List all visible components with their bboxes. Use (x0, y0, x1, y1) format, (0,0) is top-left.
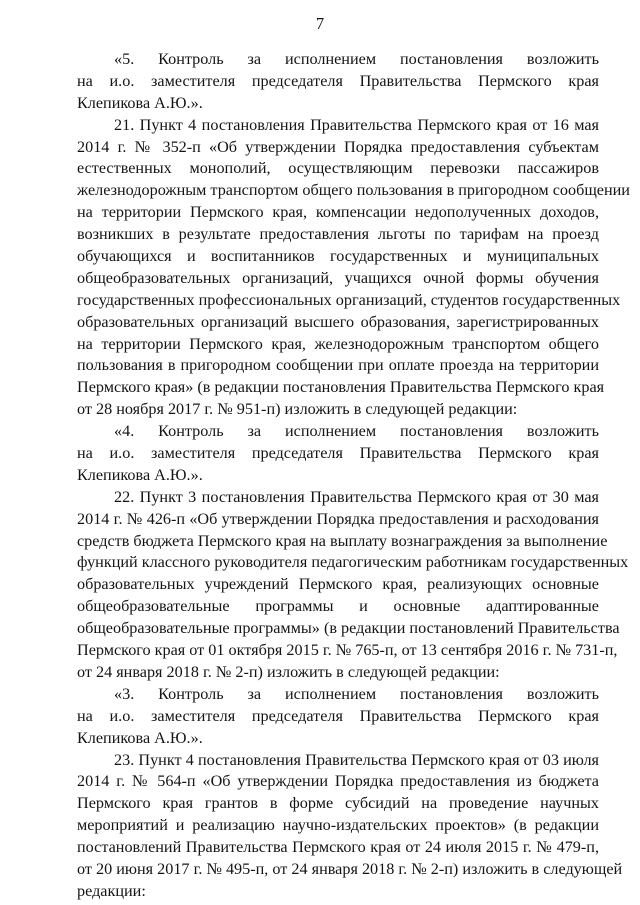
text-line: Пермского края» (в редакции постановления Правительства Пермского края (77, 378, 605, 397)
text-line: «4. Контроль за исполнением постановления возложить (114, 422, 599, 441)
text-line: пользования в пригородном сообщении при оплате проезда на территории (77, 356, 599, 375)
text-line: мероприятий и реализацию научно-издательских проектов» (в редакции (77, 816, 599, 835)
paragraph (77, 684, 599, 750)
text-line: общеобразовательных организаций, учащихся очной формы обучения (77, 268, 599, 287)
document-body (77, 49, 630, 903)
text-line: «5. Контроль за исполнением постановления возложить (114, 50, 599, 68)
text-line: 21. Пункт 4 постановления Правительства Пермского края от 16 мая (114, 115, 599, 134)
text-line: на и.о. заместителя председателя Правительства Пермского края (77, 444, 599, 463)
text-line: Клепикова А.Ю.». (77, 728, 203, 747)
text-line: от 28 ноября 2017 г. № 951-п) изложить в следующей редакции: (77, 400, 518, 419)
text-line: Пермского края от 01 октября 2015 г. № 765-п, от 13 сентября 2016 г. № 731-п, (77, 641, 618, 660)
text-line: средств бюджета Пермского края на выплату вознаграждения за выполнение (77, 531, 608, 550)
text-line: естественных монополий, осуществляющим перевозки пассажиров (77, 159, 599, 178)
text-line: на территории Пермского края, железнодорожным транспортом общего (77, 334, 599, 353)
paragraph (77, 115, 630, 421)
text-line: от 20 июня 2017 г. № 495-п, от 24 января 2018 г. № 2-п) изложить в следующей (77, 859, 623, 878)
text-line: функций классного руководителя педагогическим работникам государственных (77, 553, 629, 572)
text-line: Клепикова А.Ю.». (77, 93, 203, 112)
text-line: 2014 г. № 426-п «Об утверждении Порядка предоставления и расходования (77, 509, 599, 528)
text-line: постановлений Правительства Пермского края от 24 июля 2015 г. № 479-п, (77, 838, 599, 857)
paragraph (77, 487, 629, 684)
text-line: редакции: (77, 881, 146, 900)
text-line: общеобразовательные программы» (в редакции постановлений Правительства (77, 619, 620, 638)
text-line: 2014 г. № 352-п «Об утверждении Порядка предоставления субъектам (77, 137, 599, 156)
paragraph (77, 49, 599, 115)
text-line: общеобразовательные программы и основные адаптированные (77, 597, 599, 616)
text-line: Клепикова А.Ю.». (77, 465, 203, 484)
text-line: образовательных учреждений Пермского края, реализующих основные (77, 575, 599, 594)
text-line: на и.о. заместителя председателя Правительства Пермского края (77, 71, 599, 90)
text-line: 2014 г. № 564-п «Об утверждении Порядка предоставления из бюджета (77, 772, 599, 791)
paragraph (77, 750, 623, 903)
text-line: «3. Контроль за исполнением постановления возложить (114, 684, 599, 703)
text-line: от 24 января 2018 г. № 2-п) изложить в следующей редакции: (77, 662, 500, 681)
text-line: Пермского края грантов в форме субсидий на проведение научных (77, 794, 599, 813)
text-line: возникших в результате предоставления льготы по тарифам на проезд (77, 225, 599, 244)
text-line: на территории Пермского края, компенсации недополученных доходов, (77, 203, 599, 222)
page-number: 7 (315, 14, 325, 33)
text-line: государственных профессиональных организаций, студентов государственных (77, 290, 621, 309)
text-line: обучающихся и воспитанников государственных и муниципальных (77, 247, 599, 266)
text-line: 23. Пункт 4 постановления Правительства Пермского края от 03 июля (114, 750, 599, 769)
text-line: железнодорожным транспортом общего пользования в пригородном сообщении (77, 181, 630, 200)
text-line: на и.о. заместителя председателя Правительства Пермского края (77, 706, 599, 725)
paragraph (77, 421, 599, 487)
text-line: образовательных организаций высшего образования, зарегистрированных (77, 312, 599, 331)
text-line: 22. Пункт 3 постановления Правительства Пермского края от 30 мая (114, 487, 599, 506)
